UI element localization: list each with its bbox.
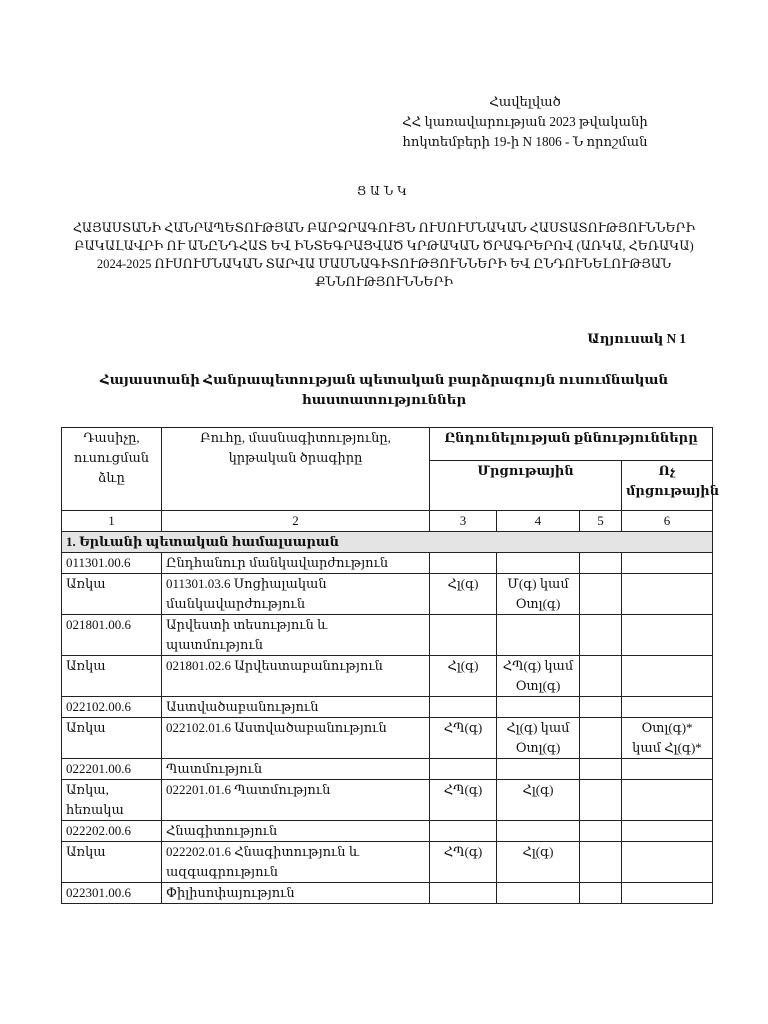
table-row	[62, 656, 713, 697]
row-code: Առկա	[62, 656, 162, 697]
row-code: 022301.00.6	[62, 883, 162, 904]
row-exam-2	[497, 821, 580, 842]
column-number: 1	[62, 511, 162, 532]
section-title-line-2: հաստատություններ	[301, 392, 467, 407]
row-exam-noncompetitive	[622, 842, 713, 883]
heading-line-4: ՔՆՆՈՒԹՅՈՒՆՆԵՐԻ	[314, 275, 454, 289]
row-program: Հնագիտություն	[162, 821, 430, 842]
table-row	[62, 842, 713, 883]
row-exam-1	[430, 697, 497, 718]
row-exam-2	[497, 759, 580, 780]
heading-line-3: 2024-2025 ՈՒՍՈՒՄՆԱԿԱՆ ՏԱՐՎԱ ՄԱՍՆԱԳԻՏՈՒԹՅՈՒՆՆԵՐԻ ԵՎ ԸՆԴՈՒՆԵԼՈՒԹՅԱՆ	[96, 257, 672, 271]
table-row	[62, 780, 713, 821]
row-exam-noncompetitive	[622, 656, 713, 697]
row-exam-2: Մ(գ) կամ Օտլ(գ)	[497, 574, 580, 615]
row-program: 011301.03.6 Սոցիալական մանկավարժություն	[162, 574, 430, 615]
approval-line-3: հոկտեմբերի 19-ի N 1806 - Ն որոշման	[402, 134, 648, 149]
row-exam-noncompetitive: Օտլ(գ)* կամ Հլ(գ)*	[622, 718, 713, 759]
row-program: 021801.02.6 Արվեստաբանություն	[162, 656, 430, 697]
row-code: 022201.00.6	[62, 759, 162, 780]
row-exam-2	[497, 615, 580, 656]
row-code: Առկա	[62, 718, 162, 759]
column-number: 6	[622, 511, 713, 532]
header-competitive: Մրցութային	[430, 460, 622, 510]
row-code: 021801.00.6	[62, 615, 162, 656]
column-number: 4	[497, 511, 580, 532]
row-exam-3	[580, 697, 622, 718]
row-exam-2: Հլ(գ)	[497, 780, 580, 821]
header-code: Դասիչը, ուսուցման ձևը	[62, 428, 162, 511]
row-exam-noncompetitive	[622, 780, 713, 821]
table-row	[62, 883, 713, 904]
approval-line-1: Հավելված	[489, 94, 561, 109]
section-title-line-1: Հայաստանի Հանրապետության պետական բարձրագույն ուսումնական	[99, 372, 669, 387]
row-exam-3	[580, 574, 622, 615]
row-code: Առկա	[62, 574, 162, 615]
column-number-row	[62, 511, 713, 532]
faculty-row	[62, 532, 713, 553]
table-row	[62, 574, 713, 615]
row-exam-3	[580, 656, 622, 697]
row-exam-noncompetitive	[622, 883, 713, 904]
row-exam-3	[580, 842, 622, 883]
row-exam-1	[430, 883, 497, 904]
table-row	[62, 615, 713, 656]
row-program: 022201.01.6 Պատմություն	[162, 780, 430, 821]
row-exam-noncompetitive	[622, 759, 713, 780]
row-program: 022102.01.6 Աստվածաբանություն	[162, 718, 430, 759]
row-exam-3	[580, 883, 622, 904]
heading-line-2: ԲԱԿԱԼԱՎՐԻ ՈՒ ԱՆԸՆԴՀԱՏ ԵՎ ԻՆՏԵԳՐԱՑՎԱԾ ԿՐԹԱԿԱՆ ԾՐԱԳՐԵՐՈՎ (ԱՌԿԱ, ՀԵՌԱԿԱ)	[74, 239, 694, 253]
header-program: Բուհը, մասնագիտությունը, կրթական ծրագիրը	[162, 428, 430, 511]
row-program: Աստվածաբանություն	[162, 697, 430, 718]
row-exam-noncompetitive	[622, 821, 713, 842]
row-exam-2	[497, 553, 580, 574]
row-exam-1	[430, 553, 497, 574]
row-exam-3	[580, 553, 622, 574]
row-exam-2: Հլ(գ) կամ Օտլ(գ)	[497, 718, 580, 759]
row-program: Փիլիսոփայություն	[162, 883, 430, 904]
row-exam-3	[580, 759, 622, 780]
row-program: Արվեստի տեսություն և պատմություն	[162, 615, 430, 656]
row-exam-noncompetitive	[622, 574, 713, 615]
header-noncompetitive: Ոչ մրցութային	[622, 460, 713, 510]
row-exam-2: ՀՊ(գ) կամ Օտլ(գ)	[497, 656, 580, 697]
row-exam-3	[580, 718, 622, 759]
row-exam-3	[580, 780, 622, 821]
row-exam-3	[580, 821, 622, 842]
section-title	[80, 370, 688, 410]
row-exam-noncompetitive	[622, 553, 713, 574]
row-exam-1	[430, 821, 497, 842]
table-row	[62, 821, 713, 842]
list-title: ՑԱՆԿ	[357, 184, 411, 198]
row-exam-1: Հլ(գ)	[430, 656, 497, 697]
row-exam-noncompetitive	[622, 615, 713, 656]
row-code: Առկա	[62, 842, 162, 883]
row-exam-1	[430, 759, 497, 780]
table-row	[62, 718, 713, 759]
table-row	[62, 553, 713, 574]
row-code: Առկա, հեռակա	[62, 780, 162, 821]
column-number: 2	[162, 511, 430, 532]
row-exam-1: Հլ(գ)	[430, 574, 497, 615]
faculty-name: 1. Երևանի պետական համալսարան	[62, 532, 713, 553]
appendix-label: Աղյուսակ N 1	[587, 331, 686, 346]
table-row	[62, 697, 713, 718]
row-exam-1: ՀՊ(գ)	[430, 780, 497, 821]
row-exam-noncompetitive	[622, 697, 713, 718]
header-exams: Ընդունելության քննությունները	[430, 428, 713, 461]
row-exam-2: Հլ(գ)	[497, 842, 580, 883]
row-exam-1	[430, 615, 497, 656]
row-exam-2	[497, 883, 580, 904]
document-heading	[60, 219, 708, 291]
row-program: Պատմություն	[162, 759, 430, 780]
row-code: 011301.00.6	[62, 553, 162, 574]
row-exam-1: ՀՊ(գ)	[430, 718, 497, 759]
row-code: 022102.00.6	[62, 697, 162, 718]
row-exam-3	[580, 615, 622, 656]
approval-line-2: ՀՀ կառավարության 2023 թվականի	[402, 114, 648, 129]
row-program: 022202.01.6 Հնագիտություն և ազգագրություն	[162, 842, 430, 883]
admission-exams-table	[61, 427, 720, 904]
row-code: 022202.00.6	[62, 821, 162, 842]
column-number: 5	[580, 511, 622, 532]
row-exam-2	[497, 697, 580, 718]
approval-note	[400, 92, 650, 152]
table-header-row	[62, 428, 713, 461]
row-program: Ընդհանուր մանկավարժություն	[162, 553, 430, 574]
row-exam-1: ՀՊ(գ)	[430, 842, 497, 883]
table-row	[62, 759, 713, 780]
heading-line-1: ՀԱՅԱՍՏԱՆԻ ՀԱՆՐԱՊԵՏՈՒԹՅԱՆ ԲԱՐՁՐԱԳՈՒՅՆ ՈՒՍՈՒՄՆԱԿԱՆ ՀԱՍՏԱՏՈՒԹՅՈՒՆՆԵՐԻ	[72, 221, 696, 235]
column-number: 3	[430, 511, 497, 532]
